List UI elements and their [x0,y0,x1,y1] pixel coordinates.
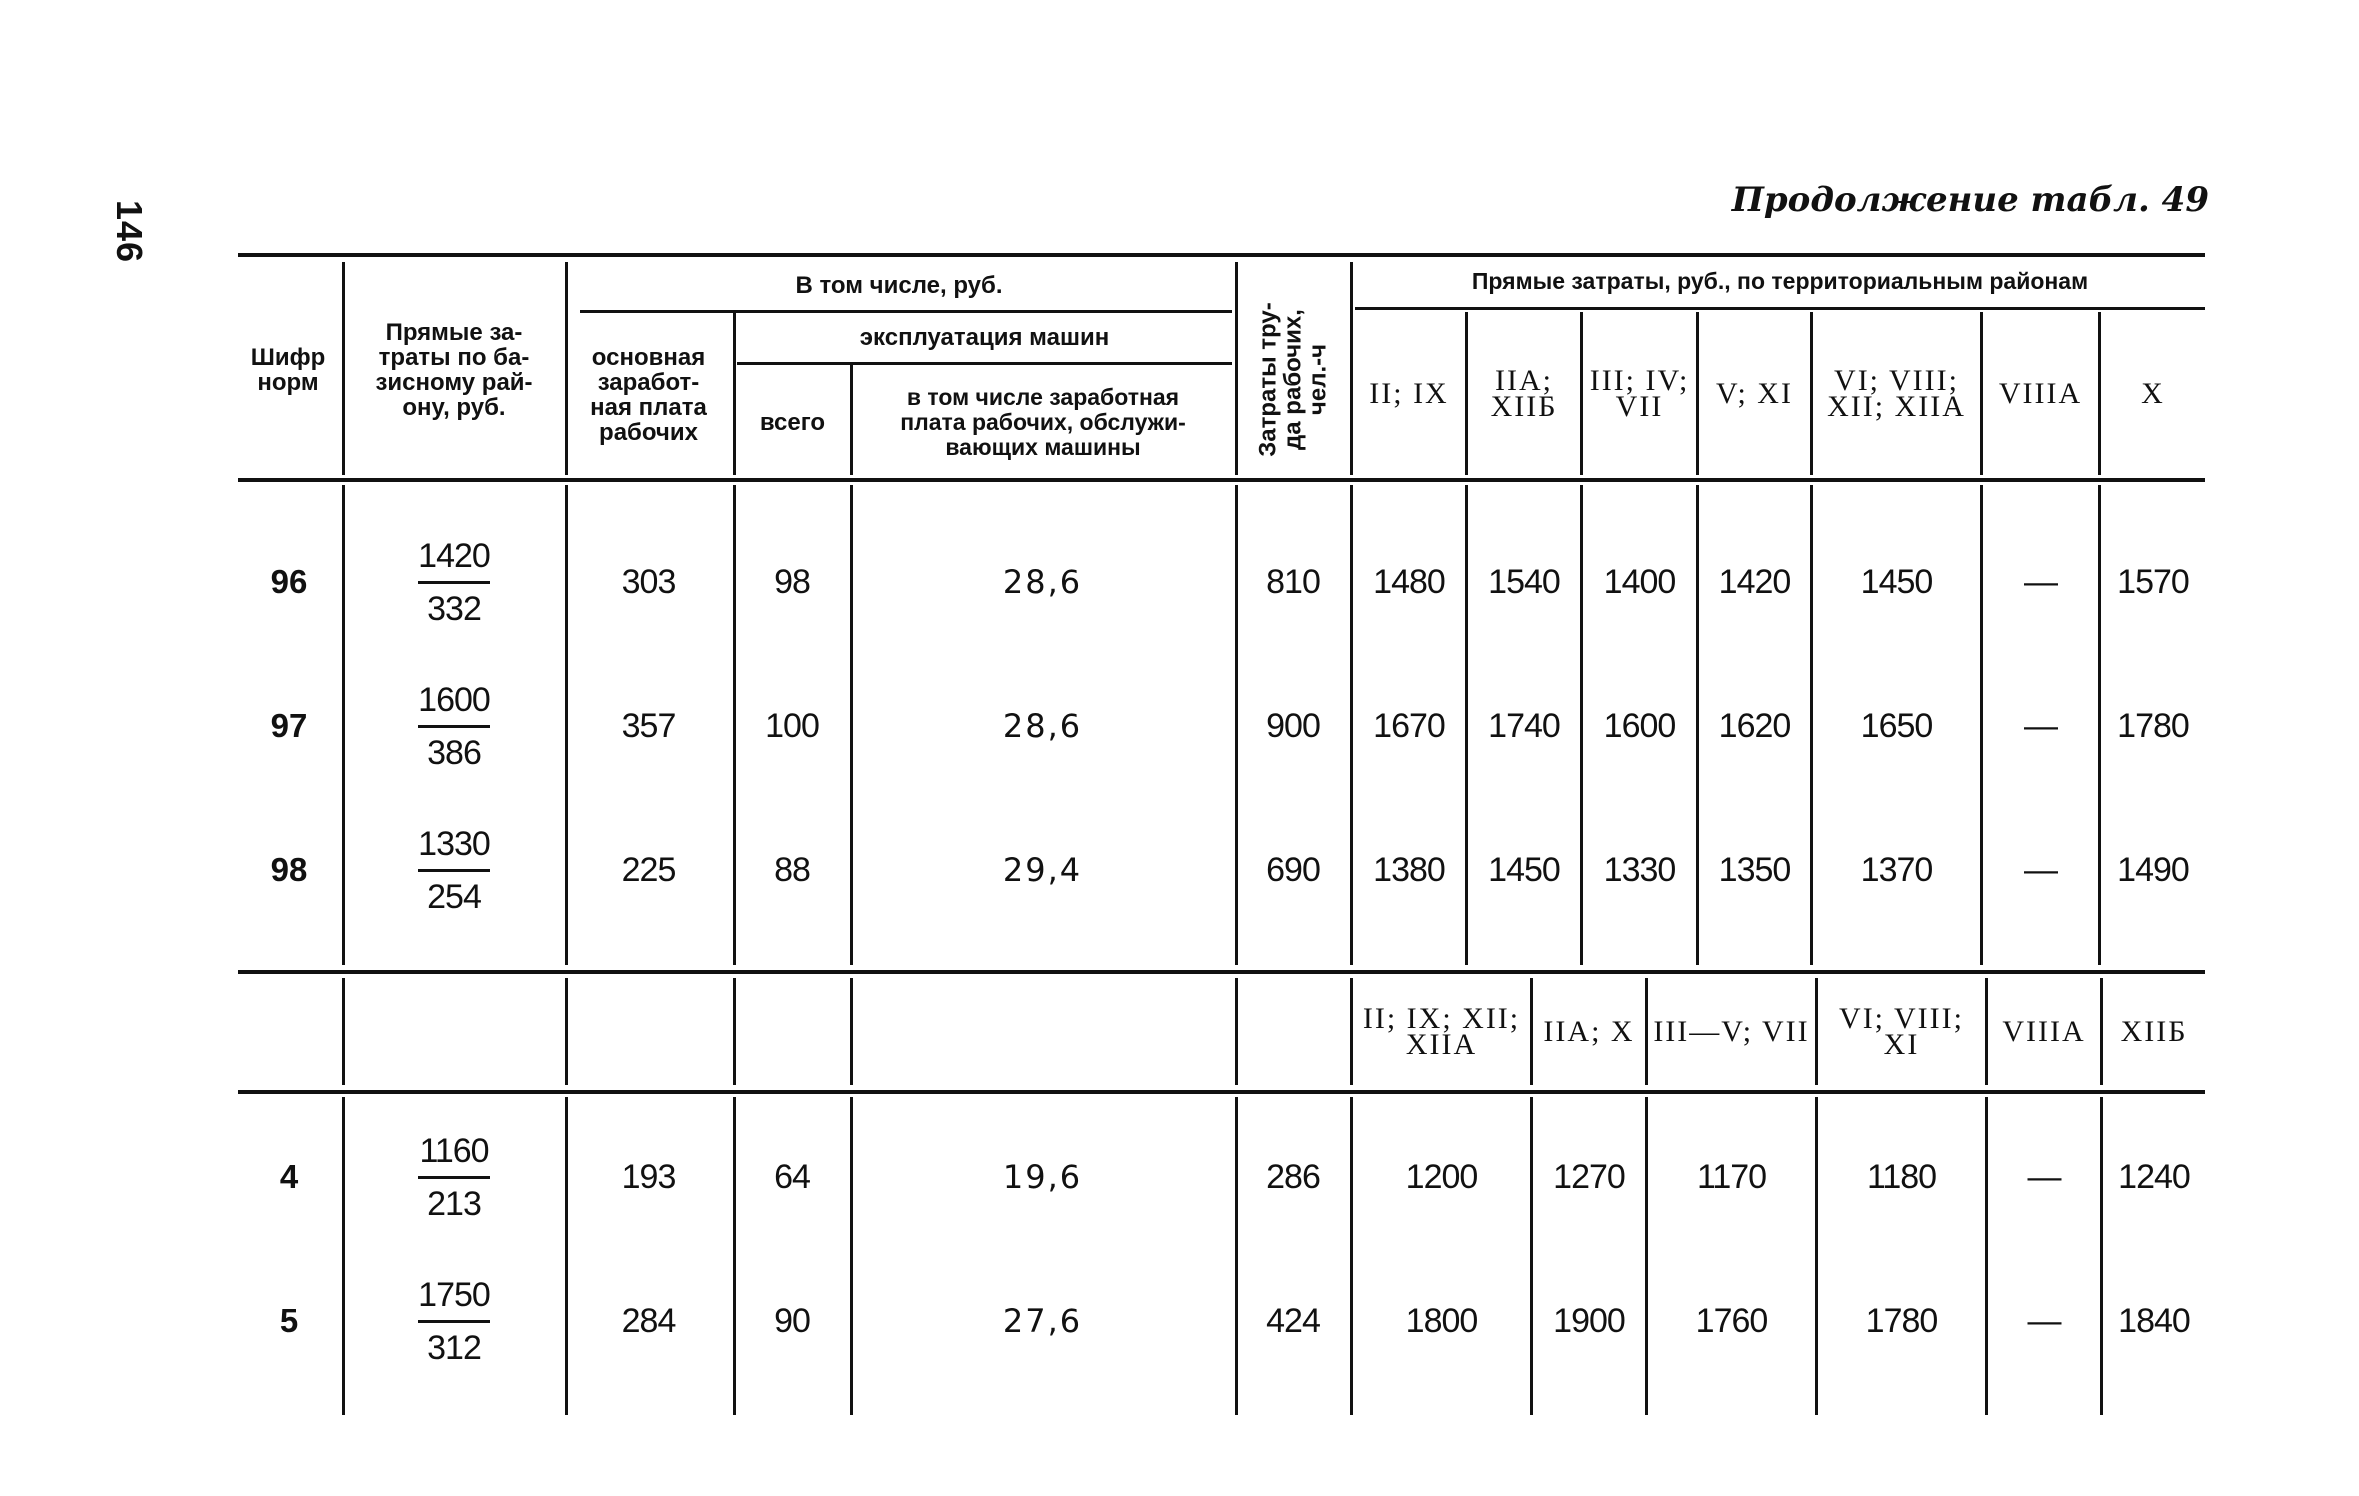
column-rule [342,262,345,475]
fraction-bar [418,725,490,728]
region-cost-value: 1170 [1696,1157,1767,1196]
labor-header-line: да рабочих, [1279,309,1307,450]
region-cost-value: 1540 [1488,562,1560,601]
regions-underline [1355,307,2205,310]
region-cost-value: 1650 [1860,706,1933,745]
region-cost-value: 1400 [1603,562,1676,601]
basic-wage-header-line: основная [591,344,706,371]
region-header-top-text: V; XI [1716,376,1793,410]
region-cost-value: 1490 [2117,850,2189,889]
region-cost-value: 1740 [1488,706,1560,745]
labor-header [1238,262,1348,474]
direct-cost-base-header [346,300,562,440]
region-header-bottom [1353,978,1530,1085]
basic-wage-header-line: ная плата [590,394,707,421]
region-cost-value: — [2024,850,2057,889]
region-header-bottom-text: IIA; X [1543,1014,1635,1048]
region-cost-value: 1180 [1866,1157,1937,1196]
fraction-denominator: 386 [427,733,481,772]
region-cost-value: 1600 [1603,706,1676,745]
region-header-top-text: III; IV; VII [1589,363,1690,423]
region-header-bottom-text: II; IX; XII; XIIA [1362,1001,1521,1061]
direct-cost-fraction [345,527,563,637]
header-bottom-rule [238,478,2205,482]
labor-value: 286 [1266,1157,1320,1196]
fraction-denominator: 332 [427,589,481,628]
column-rule [1235,978,1238,1085]
section-rule [238,970,2205,974]
basic-wage-header [566,330,731,460]
region-cost-value: 1900 [1553,1301,1625,1340]
labor-header-line: чел.-ч [1304,343,1332,416]
region-header-bottom [1533,978,1645,1085]
region-cost-value: 1800 [1405,1301,1478,1340]
direct-cost-fraction [345,1266,563,1376]
fraction-bar [418,869,490,872]
region-header-bottom [1818,978,1985,1085]
regions-header: Прямые затраты, руб., по территориальным районам [1471,268,2089,294]
region-cost-value: 1480 [1373,562,1445,601]
fraction-numerator: 1330 [418,824,490,863]
machine-total-value: 64 [774,1157,810,1196]
labor-header-line: Затраты тру- [1254,302,1282,457]
direct-cost-base-header-line: Прямые за- [385,319,523,346]
region-cost-value: 1760 [1695,1301,1768,1340]
machine-underline [737,362,1232,365]
region-header-bottom-text: VIIIA [2002,1014,2086,1048]
region-header-bottom [1648,978,1815,1085]
column-rule [850,364,853,475]
column-rule [850,978,853,1085]
basic-wage-value: 225 [621,850,676,889]
region-cost-value: 1450 [1860,562,1933,601]
code-header-line: Шифр [250,344,326,371]
code-header [238,330,338,410]
column-rule [733,312,736,475]
region-cost-value: 1620 [1718,706,1791,745]
fraction [418,680,490,773]
including-header: В том числе, руб. [795,271,1003,299]
region-cost-value: — [2024,562,2057,601]
region-cost-value: 1450 [1488,850,1560,889]
operator-wage-header-line: вающих машины [945,434,1141,460]
region-header-top [1353,312,1465,475]
machine-total-value: 98 [774,562,810,601]
region-header-top [1983,312,2098,475]
region-cost-value: 1370 [1860,850,1933,889]
fraction-numerator: 1750 [418,1275,490,1314]
including-underline [580,310,1232,313]
labor-value: 810 [1266,562,1320,601]
region-cost-value: 1840 [2118,1301,2190,1340]
region-cost-value: 1420 [1718,562,1791,601]
direct-cost-fraction [345,1122,563,1232]
region-cost-value: 1380 [1373,850,1445,889]
labor-header-text [1256,273,1331,487]
column-rule [733,978,736,1085]
operator-wage-value: 28,6 [1002,563,1083,601]
region-cost-value: 1670 [1373,706,1445,745]
page-number: 146 [109,200,150,264]
direct-cost-base-header-line: зисному рай- [375,369,533,396]
direct-cost-fraction [345,815,563,925]
fraction-denominator: 312 [427,1328,481,1367]
region-header-top-text: X [2141,376,2165,410]
region-header-bottom-text: III—V; VII [1653,1014,1810,1048]
region-header-bottom-text: VI; VIII; XI [1839,1001,1964,1061]
region-cost-value: 1780 [2117,706,2189,745]
region-cost-value: 1240 [2118,1157,2190,1196]
region-cost-value: — [2027,1157,2061,1196]
operator-wage-value: 19,6 [1002,1158,1083,1196]
region-header-top [1813,312,1980,475]
fraction-bar [418,1176,490,1179]
region-cost-value: 1780 [1865,1301,1938,1340]
region-cost-value: — [2024,706,2057,745]
fraction-bar [418,1320,490,1323]
region-cost-value: 1350 [1718,850,1791,889]
region-header-top [1468,312,1580,475]
region-cost-value: 1570 [2117,562,2189,601]
fraction-denominator: 213 [427,1184,481,1223]
fraction-denominator: 254 [427,877,481,916]
row-code: 5 [279,1302,299,1339]
machine-total-header: всего [759,409,826,436]
region-cost-value: 1330 [1603,850,1676,889]
region-header-top-text: VIIIA [1998,376,2083,410]
region-header-top [2101,312,2205,475]
fraction-numerator: 1600 [418,680,490,719]
table-top-rule [238,253,2205,257]
operator-wage-value: 29,4 [1002,851,1083,889]
direct-cost-fraction [345,671,563,781]
basic-wage-value: 193 [621,1157,676,1196]
region-header-top [1699,312,1810,475]
region-cost-value: — [2027,1301,2061,1340]
region-header-top-text: IIA; XIIБ [1490,363,1558,423]
row-code: 4 [279,1158,299,1195]
region-header-top [1583,312,1696,475]
fraction-bar [418,581,490,584]
machine-total-value: 90 [774,1301,810,1340]
row-code: 97 [270,707,308,744]
basic-wage-header-line: рабочих [599,419,698,446]
direct-cost-base-header-line: ону, руб. [402,394,506,421]
fraction-numerator: 1420 [418,536,490,575]
fraction [418,536,490,629]
direct-cost-base-header-line: траты по ба- [378,344,530,371]
operator-wage-value: 27,6 [1002,1302,1083,1340]
region-header-bottom-text: XIIБ [2120,1014,2188,1048]
basic-wage-value: 303 [621,562,676,601]
fraction [418,1131,490,1224]
fraction-numerator: 1160 [419,1131,489,1170]
fraction [418,1275,490,1368]
region-cost-value: 1270 [1553,1157,1625,1196]
region-cost-value: 1200 [1405,1157,1478,1196]
region-header-bottom [1988,978,2100,1085]
fraction [418,824,490,917]
subheader-bottom-rule [238,1090,2205,1094]
machine-total-value: 88 [774,850,810,889]
region-header-top-text: II; IX [1369,376,1449,410]
basic-wage-header-line: заработ- [597,369,700,396]
row-code: 96 [270,563,308,600]
operator-wage-header [854,370,1232,475]
table-caption: Продолжение табл. 49 [1731,180,2209,220]
basic-wage-value: 357 [621,706,676,745]
labor-value: 900 [1266,706,1320,745]
labor-value: 690 [1266,850,1320,889]
basic-wage-value: 284 [621,1301,676,1340]
column-rule [565,978,568,1085]
operator-wage-value: 28,6 [1002,707,1083,745]
labor-value: 424 [1266,1301,1320,1340]
operator-wage-header-line: в том числе заработная [906,384,1180,410]
machine-total-value: 100 [765,706,819,745]
code-header-line: норм [257,369,319,396]
operator-wage-header-line: плата рабочих, обслужи- [900,409,1186,435]
machine-operation-header: эксплуатация машин [859,324,1110,351]
region-header-bottom [2103,978,2205,1085]
region-header-top-text: VI; VIII; XII; XIIA [1827,363,1966,423]
row-code: 98 [270,851,308,888]
column-rule [342,978,345,1085]
